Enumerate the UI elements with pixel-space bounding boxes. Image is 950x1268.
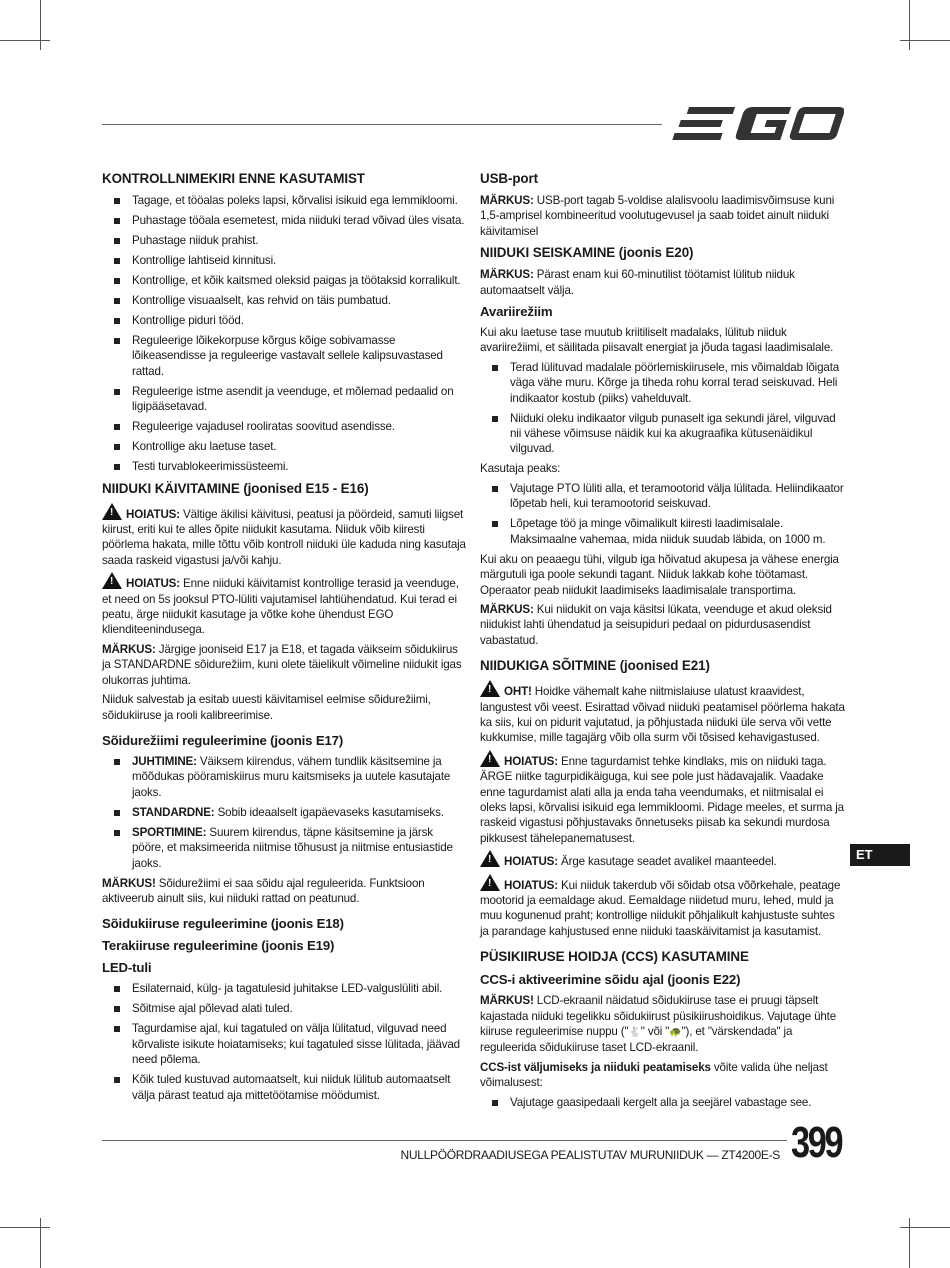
note-paragraph [480,993,845,1056]
warning-text: Vältige äkilisi käivitusi, peatusi ja pöördeid, samuti liigset kiirust, eriti kui te alles õpite niidukit kasutama. Niiduk võib kiiresti pöörlema hakata, mille tõttu võib kontroll niiduki üle kaduda ning kasutaja saada raskeid vigastusi ja/või kahju. [102,507,466,567]
warning-text: Hoidke vähemalt kahe niitmislaiuse ulatust kraavidest, langustest või veest. Esirattad võivad niiduki peatamisel pöörlema hakata ka siis, kui on pidurit vajutatud, ja põhjustada niiduki üle serva või vette kukkumise, mille tagajärg võib olla surm või tõsised kehavigastused. [480,685,845,745]
warning-icon [480,850,500,867]
warning-paragraph [102,503,466,569]
note-label: MÄRKUS: [102,642,156,656]
user-action-list [480,481,845,547]
warning-label: OHT! [504,685,532,699]
note-text: Pärast enam kui 60-minutilist töötamist lülitub niiduk automaatselt välja. [480,268,795,297]
crop-mark [909,0,910,50]
warning-label: HOIATUS: [126,577,180,591]
turtle-icon: 🐢 [669,1027,682,1039]
note-paragraph [102,876,466,907]
footer-title: NULLPÖÖRDRAADIUSEGA PEALISTUTAV MURUNIIDUK — ZT4200E-S [400,1148,780,1162]
warning-icon [102,503,122,520]
footer-rule [102,1140,787,1141]
start-heading: NIIDUKI KÄIVITAMINE (joonised E15 - E16) [102,480,369,496]
warning-icon [480,750,500,767]
note-label: MÄRKUS: [480,268,534,282]
list-item: Kontrollige aku laetuse taset. [102,439,466,454]
warning-text: Enne niiduki käivitamist kontrollige terasid ja veenduge, et need on 5s jooksul PTO-lüliti vajutamisel lahtiühendatud. Kui terad ei peatu, ärge niidukit kasutage ja võtke kohe ühendust EGO klienditeenindusega. [102,577,459,637]
item-label: STANDARDNE: [132,805,215,819]
note-paragraph [102,642,466,688]
checklist-list [102,193,466,475]
warning-text: Enne tagurdamist tehke kindlaks, mis on niiduki taga. ÄRGE niitke tagurpidikäiguga, kui see pole just hädavajalik. Vaadake enne tagurdamist alati alla ja enda taha veendumaks, et niitmisalal ei oleks lapsi, kõrvalisi isikuid ega lemmikloomi. Pidage meeles, et surma ja raskeid vigastusi põhjustavaks õnnetuseks piisab ka sekundi murdosa pikkusest tähelepanematusest. [480,754,844,845]
crop-mark [0,40,50,41]
warning-label: HOIATUS: [504,754,558,768]
left-column [102,170,466,1108]
note-paragraph [480,193,845,239]
warning-text: Ärge kasutage seadet avalikel maanteedel. [557,855,777,869]
ccs-heading: PÜSIKIIRUSE HOIDJA (CCS) KASUTAMINE [480,949,749,965]
item-label: JUHTIMINE: [132,754,197,768]
right-column [480,170,845,1115]
list-item: Testi turvablokeerimissüsteemi. [102,459,466,474]
warning-paragraph [480,680,845,746]
note-label: MÄRKUS: [480,194,534,207]
header-rule [102,124,662,125]
list-item: Niiduki oleku indikaator vilgub punaselt iga sekundi järel, vilguvad nii vähese võimsuse näidik kui ka akugraafika kütusenäidikul vilguvad. [480,411,845,457]
crop-mark [40,0,41,50]
list-item: Tagurdamise ajal, kui tagatuled on välja lülitatud, vilguvad need kõrvaliste isikute hoiatamiseks; kui tagatuled sisse lülitada, jäävad need põlema. [102,1021,466,1067]
list-item: Tagage, et tööalas poleks lapsi, kõrvalisi isikuid ega lemmikloomi. [102,193,466,208]
list-item: Reguleerige istme asendit ja veenduge, et mõlemad pedaalid on ligipääsetavad. [102,384,466,415]
note-text: USB-port tagab 5-voldise alalisvoolu laadimisvõimsuse kuni 1,5-amprisel kombineeritud voolutugevusel ja saab toidet ainult niiduki käivitamisel [480,194,835,238]
rabbit-icon: 🐇 [628,1027,641,1039]
drive-mode-list [102,754,466,871]
led-list [102,981,466,1103]
body-paragraph: Kui aku laetuse tase muutub kriitiliselt madalaks, lülitub niiduk avariirežiimi, et säilitada piisavalt energiat ja jõuda tagasi laadimisalale. [480,326,834,355]
list-item: Vajutage PTO lüliti alla, et teramootorid välja lülitada. Heliindikaator lõpetab heli, kui teramootorid seiskuvad. [480,481,845,512]
list-item: Sõitmise ajal põlevad alati tuled. [102,1001,466,1016]
note-text: Järgige jooniseid E17 ja E18, et tagada väikseim sõidukiirus ja STANDARDNE sõidurežiim, kuni olete täielikult võimeline niidukit igas olukorras juhtima. [102,642,462,687]
emergency-list [480,360,845,457]
warning-paragraph [480,874,845,940]
crop-mark [0,1227,50,1228]
list-item [102,805,466,820]
list-item: Puhastage niiduk prahist. [102,233,466,248]
item-text: Suurem kiirendus, täpne käsitsemine ja järsk pööre, et maksimeerida niitmise tõhusust ja niitmise entusiastide jaoks. [132,825,453,870]
blade-speed-heading: Terakiiruse reguleerimine (joonis E19) [102,938,335,954]
led-heading: LED-tuli [102,960,152,976]
warning-label: HOIATUS: [504,878,558,892]
crop-mark [900,40,950,41]
warning-paragraph [480,850,845,869]
warning-text: Kui niiduk takerdub või sõidab otsa võõrkehale, peatage mootorid ja eemaldage akud. Eemaldage niidetud muru, lehed, muld ja muu kogunenud praht; kontrollige niidukit põhjalikult kahjustuste suhtes ja parandage kahjustused enne niiduki taaskäivitamist ja kasutamist. [480,878,841,938]
warning-label: HOIATUS: [126,507,180,521]
warning-icon [480,874,500,891]
item-text: Sobib ideaalselt igapäevaseks kasutamiseks. [214,805,444,819]
usb-heading: USB-port [480,171,538,186]
body-paragraph: Kui aku on peaaegu tühi, vilgub iga hõivatud akupesa ja vähese energia märgutuli iga poole sekundi tagant. Niiduk lakkab kohe töötamast. Operaator peab niidukit laadimiseks laadimisalale transportima. [480,552,839,597]
note-text: "), et "värskendada" ja reguleerida sõidukiiruse taset LCD-ekraanil. [480,1025,793,1055]
list-item: Esilaternaid, külg- ja tagatulesid juhitakse LED-valguslüliti abil. [102,981,466,996]
note-paragraph [480,602,845,648]
list-item: Kontrollige, et kõik kaitsmed oleksid paigas ja töötaksid korralikult. [102,273,466,288]
warning-label: HOIATUS: [504,855,558,869]
note-label: MÄRKUS! [102,876,156,890]
speed-heading: Sõidukiiruse reguleerimine (joonis E18) [102,916,344,932]
list-item [102,825,466,871]
language-tab: ET [850,844,910,866]
warning-paragraph [102,572,466,638]
body-paragraph [480,1060,845,1091]
crop-mark [909,1218,910,1268]
item-label: SPORTIMINE: [132,825,207,839]
note-text: LCD-ekraanil näidatud sõidukiiruse tase ei pruugi täpselt kajastada niiduki tegelikku sõidukiirust püsikiirushoidikus. Vajutage ühte kiiruse reguleerimise nuppu (" [480,994,837,1039]
crop-mark [900,1227,950,1228]
note-paragraph [480,267,845,298]
item-text: Väiksem kiirendus, vähem tundlik käsitsemine ja mõõdukas pööramiskiirus muru kaitsmiseks ja uutele kasutajate jaoks. [132,754,451,799]
list-item: Kõik tuled kustuvad automaatselt, kui niiduk lülitub automaatselt välja pärast teatud aja mittetöötamise möödumist. [102,1072,466,1103]
note-label: MÄRKUS! [480,994,534,1008]
exit-text: võite valida ühe neljast võimalusest: [480,1060,828,1090]
ccs-subheading: CCS-i aktiveerimine sõidu ajal (joonis E22) [480,972,741,988]
list-item: Vajutage gaasipedaali kergelt alla ja seejärel vabastage see. [480,1095,845,1110]
checklist-heading: KONTROLLNIMEKIRI ENNE KASUTAMIST [102,171,365,186]
note-label: MÄRKUS: [480,602,534,616]
ego-logo [672,104,844,144]
ccs-exit-list [480,1095,845,1110]
list-item [102,754,466,800]
warning-icon [480,680,500,697]
list-item: Puhastage tööala esemetest, mida niiduki terad võivad üles visata. [102,213,466,228]
page-number: 399 [791,1118,842,1167]
stop-heading: NIIDUKI SEISKAMINE (joonis E20) [480,245,694,261]
list-item: Reguleerige vajadusel rooliratas soovitud asendisse. [102,419,466,434]
list-item: Reguleerige lõikekorpuse kõrgus kõige sobivamasse lõikeasendisse ja reguleerige vastavalt sellele kalipsuvastased rattad. [102,333,466,379]
note-text: Sõidurežiimi ei saa sõidu ajal reguleerida. Funktsioon aktiveerub ainult siis, kui niiduki rattad on peatunud. [102,876,425,905]
list-item: Lõpetage töö ja minge võimalikult kiiresti laadimisalale. Maksimaalne vahemaa, mida niiduk suudab läbida, on 1000 m. [480,516,845,547]
note-text: " või " [640,1025,670,1039]
warning-paragraph [480,750,845,846]
crop-mark [40,1218,41,1268]
list-item: Terad lülituvad madalale pöörlemiskiirusele, mis võimaldab lõigata väga vähe muru. Kõrge ja tiheda rohu korral terad seiskuvad. Heli indikaator kostub (piiks) vahelduvalt. [480,360,845,406]
body-paragraph: Kasutaja peaks: [480,462,561,476]
list-item: Kontrollige lahtiseid kinnitusi. [102,253,466,268]
note-text: Kui niidukit on vaja käsitsi lükata, veenduge et akud oleksid niidukist lahti ühendatud ja seisupiduri pedaal on pidurdusasendist vabastatud. [480,602,832,647]
warning-icon [102,572,122,589]
list-item: Kontrollige piduri tööd. [102,313,466,328]
list-item: Kontrollige visuaalselt, kas rehvid on täis pumbatud. [102,293,466,308]
drive-mode-heading: Sõidurežiimi reguleerimine (joonis E17) [102,732,344,748]
slopes-heading: NIIDUKIGA SÕITMINE (joonised E21) [480,658,710,674]
emergency-heading: Avariirežiim [480,304,553,320]
exit-label: CCS-ist väljumiseks ja niiduki peatamiseks [480,1060,711,1074]
body-paragraph: Niiduk salvestab ja esitab uuesti käivitamisel eelmise sõidurežiimi, sõidukiiruse ja rooli kalibreerimise. [102,693,431,722]
